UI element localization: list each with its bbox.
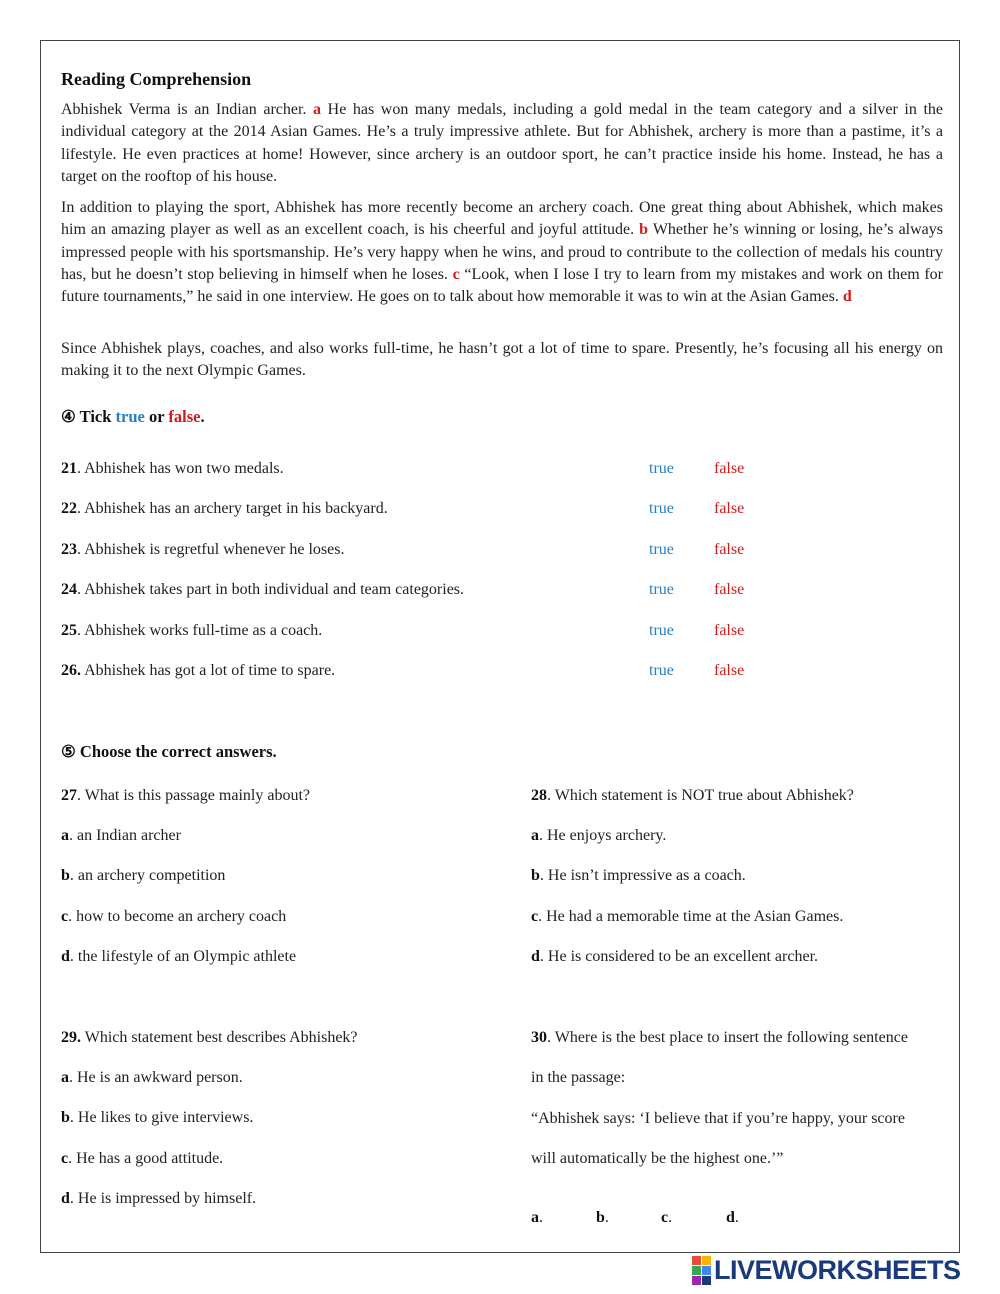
tf-question-21 [61,460,284,478]
option-letter: c [531,907,539,925]
option-text: . He isn’t impressive as a coach. [539,867,746,885]
option-text: . He is impressed by himself. [69,1190,257,1208]
question-text: Abhishek takes part in both individual and team categories. [81,581,465,599]
answer-letter: a [531,1209,539,1226]
option-letter: b [61,1109,70,1127]
answer-a[interactable]: a. [531,1209,543,1226]
option-text: . He enjoys archery. [539,827,667,844]
tf-question-23 [61,541,344,559]
logo-icon [692,1256,711,1285]
option-letter: a [61,827,69,844]
liveworksheets-logo [692,1256,961,1284]
option-text: . how to become an archery coach [68,907,287,925]
question-30-line-2: in the passage: [531,1069,626,1086]
option-d[interactable] [531,948,818,966]
section-5-heading: ⑤ Choose the correct answers. [61,742,277,761]
logo-square [692,1256,701,1265]
option-text: . an archery competition [69,867,226,885]
option-b[interactable] [531,867,746,885]
passage-paragraph-2: In addition to playing the sport, Abhishek has more recently become an archery coach. One great thing about Abhishek, which makes him an amazing player as well as an excellent coach, is his cheerful and joyful attitude. b Whether he’s winning or losing, he’s always impressed people with his sportsmanship. He’s very happy when he wins, and proud to contribute to the collection of medals his country has, but he doesn’t stop believing in himself when he loses. c “Look, when I lose I try to learn from my mistakes and work on them for future tournaments,” he said in one interview. He goes on to talk about how memorable it was to win at the Asian Games. d [61,199,944,306]
option-letter: b [61,867,70,885]
option-letter: c [61,907,69,925]
option-letter: a [61,1069,69,1086]
true-option[interactable]: true [649,540,674,558]
question-30-quote-line-2: will automatically be the highest one.’” [531,1150,784,1167]
question-separator: . [77,460,81,477]
question-text: Abhishek has got a lot of time to spare. [81,662,336,679]
insert-marker-a: a [313,101,322,118]
option-c[interactable] [61,1150,223,1168]
question-number: 26. [61,662,81,679]
insert-marker-b: b [639,221,649,239]
tf-question-25 [61,622,322,640]
question-27: 27. What is this passage mainly about? [61,787,310,804]
option-text: . He likes to give interviews. [69,1109,254,1127]
option-text: . He is considered to be an excellent archer. [539,948,819,966]
insert-marker-d: d [842,288,852,306]
answer-d[interactable]: d. [726,1209,739,1226]
false-option[interactable]: false [714,500,745,518]
answer-letter: b [596,1209,605,1226]
option-a[interactable] [61,827,181,845]
logo-square [702,1266,711,1275]
question-number: 24 [61,581,77,599]
option-letter: b [531,867,540,885]
option-b[interactable] [61,1109,253,1127]
false-option[interactable]: false [714,621,745,639]
true-option[interactable]: true [649,460,674,477]
tf-question-24 [61,581,464,599]
question-text: Abhishek has an archery target in his backyard. [81,500,388,518]
question-number: 25 [61,621,77,639]
logo-text: LIVEWORKSHEETS [714,1254,961,1285]
false-option[interactable]: false [714,581,745,599]
answer-c[interactable]: c. [661,1209,673,1226]
option-a[interactable] [531,827,666,845]
question-separator: . [77,581,81,599]
option-a[interactable] [61,1069,243,1087]
question-29: 29. Which statement best describes Abhishek? [61,1029,358,1046]
question-28: 28. Which statement is NOT true about Abhishek? [531,787,854,804]
false-option[interactable]: false [714,540,745,558]
question-text: Abhishek is regretful whenever he loses. [81,540,345,558]
section-4-heading: ④ Tick true or false. [61,407,205,426]
option-d[interactable] [61,948,296,966]
true-option[interactable]: true [649,581,674,599]
option-text: . He is an awkward person. [69,1069,243,1086]
tf-question-26 [61,662,335,680]
option-b[interactable] [61,867,225,885]
option-letter: a [531,827,539,844]
option-text: . He has a good attitude. [68,1149,224,1167]
insert-marker-c: c [452,265,460,283]
question-number: 21 [61,460,77,477]
true-option[interactable]: true [649,500,674,518]
question-separator: . [77,621,81,639]
true-option[interactable]: true [649,621,674,639]
passage-paragraph-1: Abhishek Verma is an Indian archer. a He has won many medals, including a gold medal in the team category and a silver in the individual category at the 2014 Asian Games. He’s a truly impressive athlete. But for Abhishek, archery is more than a pastime, it’s a lifestyle. He even practices at home! However, since archery is an outdoor sport, he can’t practice inside his home. Instead, he has a target on the rooftop of his house. [61,101,943,185]
answer-letter: d [726,1209,735,1226]
question-30-quote-line-1: “Abhishek says: ‘I believe that if you’re happy, your score [531,1110,905,1127]
option-c[interactable] [531,908,843,926]
question-separator: . [77,540,81,558]
false-option[interactable]: false [714,662,745,679]
logo-square [692,1266,701,1275]
question-text: Abhishek works full-time as a coach. [81,621,323,639]
page-title: Reading Comprehension [61,69,252,89]
tf-question-22 [61,500,388,518]
passage-paragraph-3: Since Abhishek plays, coaches, and also works full-time, he hasn’t got a lot of time to spare. Presently, he’s focusing all his energy on making it to the next Olympic Games. [61,340,943,380]
option-d[interactable] [61,1190,256,1208]
question-30: 30. Where is the best place to insert the following sentence [531,1029,908,1046]
worksheet-page [40,40,960,1253]
logo-square [692,1276,701,1285]
answer-b[interactable]: b. [596,1209,609,1226]
true-option[interactable]: true [649,662,674,679]
question-text: Abhishek has won two medals. [81,460,284,477]
option-text: . an Indian archer [69,827,181,844]
answer-letter: c [661,1209,669,1226]
option-letter: d [531,948,540,966]
option-letter: d [61,1190,70,1208]
option-text: . the lifestyle of an Olympic athlete [69,948,297,966]
logo-square [702,1256,711,1265]
option-text: . He had a memorable time at the Asian Games. [538,907,844,925]
question-separator: . [77,500,81,518]
question-number: 23 [61,540,77,558]
option-letter: c [61,1149,69,1167]
false-option[interactable]: false [714,460,745,477]
logo-square [702,1276,711,1285]
question-number: 22 [61,500,77,518]
option-c[interactable] [61,908,286,926]
option-letter: d [61,948,70,966]
